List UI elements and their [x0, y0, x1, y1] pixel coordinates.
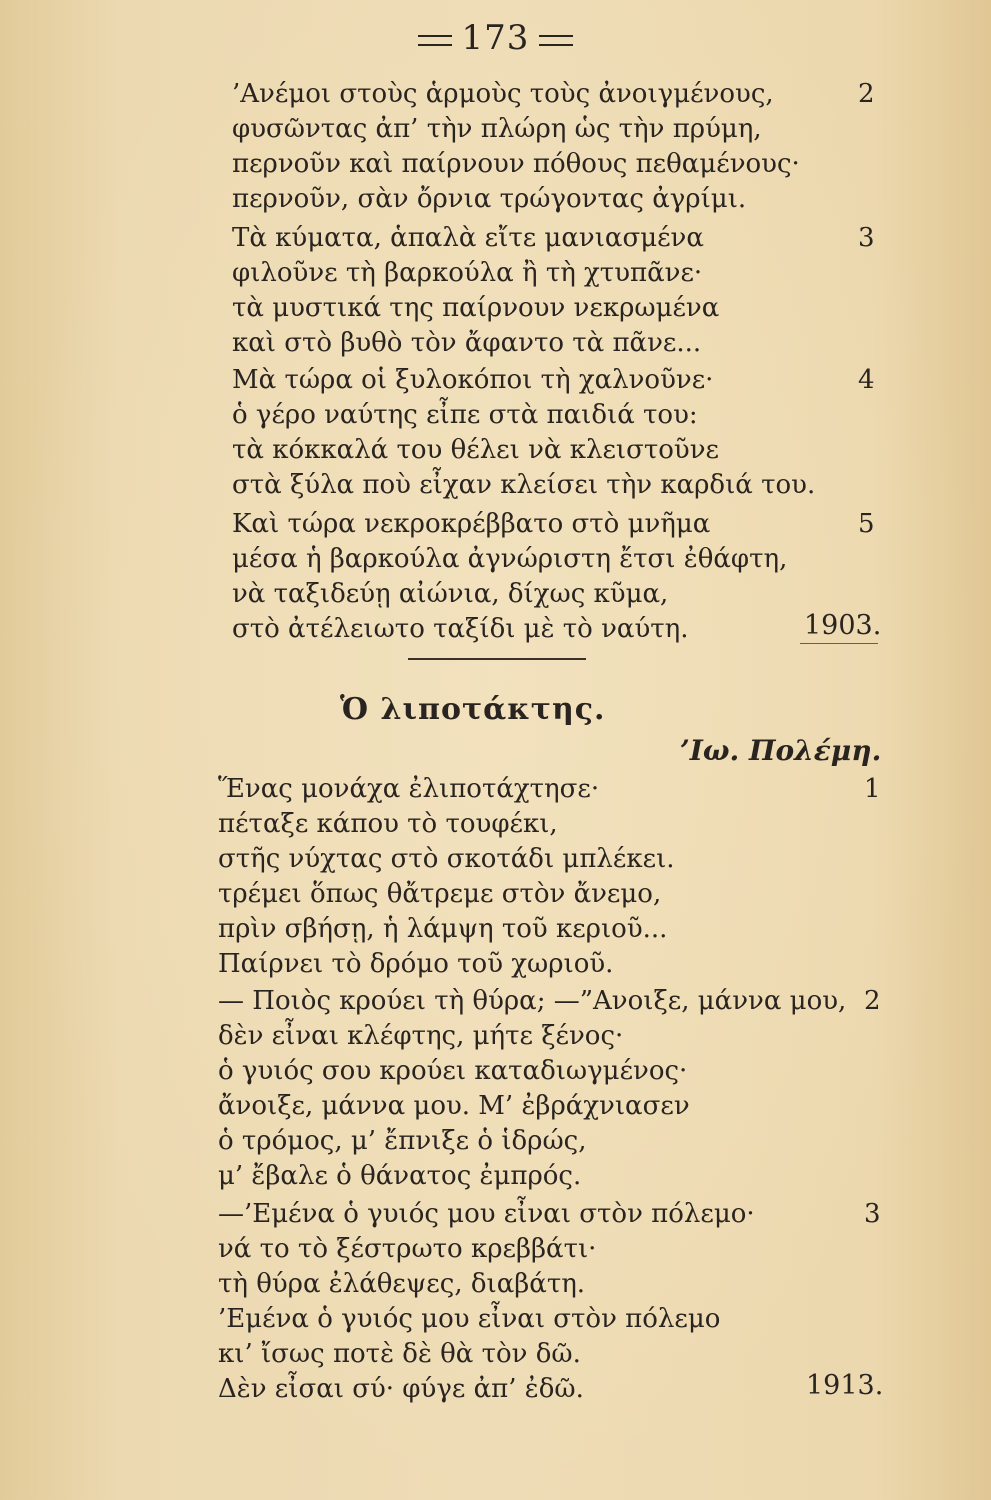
stanza-number: 4 — [858, 365, 875, 395]
verse-line: καὶ στὸ βυθὸ τὸν ἄφαντο τὰ πᾶνε... — [232, 328, 702, 358]
verse-line: τρέμει ὅπως θἄτρεμε στὸν ἄνεμο, — [218, 879, 662, 909]
verse-line: ὁ γυιός σου κρούει καταδιωγμένος· — [218, 1056, 688, 1086]
verse-line: στὸ ἀτέλειωτο ταξίδι μὲ τὸ ναύτη. — [232, 614, 689, 644]
verse-line: ’Ανέμοι στοὺς ἁρμοὺς τοὺς ἀνοιγμένους, — [232, 79, 774, 109]
poem-author: ’Ιω. Πολέμη. — [680, 734, 882, 767]
verse-line: φυσῶντας ἀπ’ τὴν πλώρη ὡς τὴν πρύμη, — [232, 114, 762, 144]
verse-line: κι’ ἴσως ποτὲ δὲ θὰ τὸν δῶ. — [218, 1339, 581, 1369]
verse-line: —’Εμένα ὁ γυιός μου εἶναι στὸν πόλεμο· — [218, 1199, 755, 1229]
verse-line: μ’ ἔβαλε ὁ θάνατος ἐμπρός. — [218, 1161, 582, 1191]
year-underline — [800, 643, 878, 644]
verse-line: ὁ γέρο ναύτης εἶπε στὰ παιδιά του: — [232, 400, 698, 430]
stanza-number: 1 — [864, 774, 881, 804]
verse-line: νά το τὸ ξέστρωτο κρεββάτι· — [218, 1234, 597, 1264]
page-number — [0, 18, 991, 58]
verse-line: τὰ κόκκαλά του θέλει νὰ κλειστοῦνε — [232, 435, 719, 465]
page-number-value: 173 — [461, 18, 530, 58]
verse-line: ὁ τρόμος, μ’ ἔπνιξε ὁ ἱδρώς, — [218, 1126, 587, 1156]
stanza-number: 2 — [864, 986, 881, 1016]
verse-line: περνοῦν, σὰν ὄρνια τρώγοντας ἀγρίμι. — [232, 184, 747, 214]
verse-line: τὰ μυστικά της παίρνουν νεκρωμένα — [232, 293, 720, 323]
verse-line: φιλοῦνε τὴ βαρκούλα ἢ τὴ χτυπᾶνε· — [232, 258, 703, 288]
verse-line: πρὶν σβήσῃ, ἡ λάμψη τοῦ κεριοῦ... — [218, 914, 668, 944]
verse-line: ’Εμένα ὁ γυιός μου εἶναι στὸν πόλεμο — [218, 1304, 721, 1334]
verse-line: Καὶ τώρα νεκροκρέββατο στὸ μνῆμα — [232, 509, 711, 539]
verse-line: ἄνοιξε, μάννα μου. Μ’ ἐβράχνιασεν — [218, 1091, 690, 1121]
stanza-number: 3 — [864, 1199, 881, 1229]
verse-line: δὲν εἶναι κλέφτης, μήτε ξένος· — [218, 1021, 624, 1051]
stanza-number: 2 — [858, 79, 875, 109]
verse-line: πέταξε κάπου τὸ τουφέκι, — [218, 809, 558, 839]
stanza-number: 3 — [858, 223, 875, 253]
poem-year: 1913. — [806, 1370, 884, 1401]
verse-line: Δὲν εἶσαι σύ· φύγε ἀπ’ ἐδῶ. — [218, 1374, 584, 1404]
verse-line: νὰ ταξιδεύῃ αἰώνια, δίχως κῦμα, — [232, 579, 669, 609]
verse-line: Μὰ τώρα οἱ ξυλοκόποι τὴ χαλνοῦνε· — [232, 365, 714, 395]
verse-line: περνοῦν καὶ παίρνουν πόθους πεθαμένους· — [232, 149, 800, 179]
page-number-rule-right — [539, 35, 573, 46]
verse-line: — Ποιὸς κρούει τὴ θύρα; —”Ανοιξε, μάννα μου, — [218, 986, 847, 1016]
verse-line: τὴ θύρα ἐλάθεψες, διαβάτη. — [218, 1269, 586, 1299]
poem-year: 1903. — [804, 610, 882, 641]
verse-line: στῆς νύχτας στὸ σκοτάδι μπλέκει. — [218, 844, 675, 874]
verse-line: στὰ ξύλα ποὺ εἶχαν κλείσει τὴν καρδιά του. — [232, 470, 816, 500]
verse-line: Ἕνας μονάχα ἐλιποτάχτησε· — [218, 774, 600, 804]
verse-line: Τὰ κύματα, ἁπαλὰ εἴτε μανιασμένα — [232, 223, 704, 253]
verse-line: Παίρνει τὸ δρόμο τοῦ χωριοῦ. — [218, 949, 614, 979]
poem-title: Ὁ λιποτάκτης. — [340, 692, 606, 727]
section-divider — [408, 658, 586, 660]
page-number-rule-left — [418, 35, 452, 46]
verse-line: μέσα ἡ βαρκούλα ἀγνώριστη ἔτσι ἐθάφτη, — [232, 544, 788, 574]
stanza-number: 5 — [858, 509, 875, 539]
